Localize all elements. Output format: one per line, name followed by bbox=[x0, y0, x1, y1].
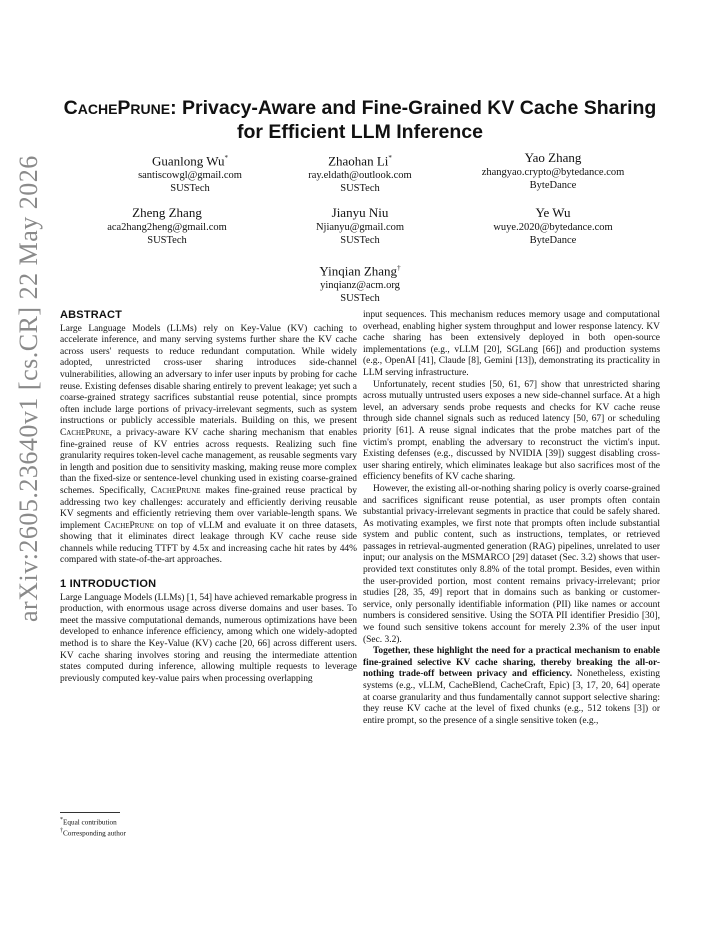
introduction-heading: 1 INTRODUCTION bbox=[60, 578, 157, 591]
title-line-2: for Efficient LLM Inference bbox=[237, 121, 483, 143]
footnote-rule bbox=[60, 812, 120, 813]
body-paragraph: input sequences. This mechanism reduces memory usage and computational overhead, enabling higher system throughput and lower response latency. KV cache sharing has been extensively deployed in both open-source implementations (e.g., vLLM [20], SGLang [66]) and production systems (e.g., OpenAI [41], Claude [8], Gemini [13]), demonstrating its practicality in LLM serving infrastructure. bbox=[363, 310, 660, 378]
arxiv-identifier-stamp: arXiv:2605.23640v1 [cs.CR] 22 May 2026 bbox=[14, 155, 43, 622]
abstract-heading: ABSTRACT bbox=[60, 309, 123, 321]
author-affiliation: SUSTech bbox=[340, 235, 380, 246]
author-email: zhangyao.crypto@bytedance.com bbox=[481, 167, 625, 178]
author-mark: * bbox=[388, 154, 392, 162]
footnote-equal-contribution: *Equal contribution bbox=[60, 817, 117, 827]
author-name: Zheng Zhang bbox=[132, 205, 202, 220]
title-line-1: : Privacy-Aware and Fine-Grained KV Cache Sharing bbox=[170, 97, 657, 119]
author-block bbox=[260, 205, 460, 247]
author-mark: † bbox=[397, 264, 401, 272]
author-email: Njianyu@gmail.com bbox=[315, 222, 405, 233]
author-email: aca2hang2heng@gmail.com bbox=[107, 222, 227, 233]
body-paragraph: However, the existing all-or-nothing sharing policy is overly coarse-grained and sacrifices significant reuse potential, as user prompts often contain substantial privacy-irrelevant segments in practice that could be safely shared. As motivating examples, we first note that prompts often include substantial system and public content, such as instructions, templates, or retrieved passages in retrieval-augmented generation (RAG) pipelines, unrelated to user input; our analysis on the MSMARCO [29] dataset (Sec. 3.2) shows that user-provided text constitutes only 8.8% of the total prompt. Besides, even within the user-provided portion, most content remains privacy-irrelevant; prior studies [28, 35, 49] report that in domains such as banking or customer-service, only personally identifiable information (PII) like names or account numbers is considered sensitive. Using the SOTA PII identifier Presidio [30], we found such sensitive tokens account for merely 2.3% of the user input (Sec. 3.2). bbox=[363, 483, 660, 645]
author-block bbox=[260, 150, 460, 195]
body-paragraph: Unfortunately, recent studies [50, 61, 67] show that unrestricted sharing across mutually untrusted users exposes a new side-channel surface. At a high level, an adversary sends probe requests and checks for KV cache reuse through side channel signals such as reduced latency [50, 67] or scheduling priority [61]. A reuse signal indicates that the probe matches part of the victim's prompt, enabling the adversary to reconstruct the victim's input. Existing defenses (e.g., discussed by NVIDIA [39]) suggest disabling cross-user sharing entirely, which eliminates leakage but also sacrifices most of the efficiency benefits of KV cache sharing. bbox=[363, 379, 660, 483]
author-name: Yinqian Zhang bbox=[319, 263, 398, 279]
left-column bbox=[60, 310, 357, 685]
author-name: Ye Wu bbox=[535, 205, 571, 220]
author-affiliation: ByteDance bbox=[529, 235, 577, 246]
author-email: santiscowgl@gmail.com bbox=[138, 170, 242, 182]
author-name: Guanlong Wu bbox=[151, 153, 225, 169]
author-email: wuye.2020@bytedance.com bbox=[493, 222, 613, 233]
author-name: Zhaohan Li bbox=[328, 153, 389, 169]
author-name: Yao Zhang bbox=[524, 150, 582, 165]
system-name: CachePrune bbox=[63, 97, 171, 119]
author-block bbox=[453, 150, 653, 192]
author-affiliation: SUSTech bbox=[170, 183, 210, 195]
introduction-paragraph: Large Language Models (LLMs) [1, 54] have achieved remarkable progress in production, with enormous usage across diverse domains and user bases. To meet the massive computational demands, numerous optimizations have been developed to enhance inference efficiency, among which one widely-adopted method is to share the Key-Value (KV) cache [20, 66] across different users. KV cache sharing involves storing and reusing the intermediate attention states computed during inference, allowing multiple requests to leverage previously computed key-value pairs when processing overlapping bbox=[60, 592, 357, 684]
author-affiliation: ByteDance bbox=[529, 180, 577, 191]
author-affiliation: SUSTech bbox=[340, 183, 380, 195]
author-affiliation: SUSTech bbox=[340, 293, 380, 305]
right-column bbox=[363, 310, 660, 727]
author-email: ray.eldath@outlook.com bbox=[308, 170, 412, 182]
abstract-paragraph: Large Language Models (LLMs) rely on Key-Value (KV) caching to accelerate inference, and many serving systems further share the KV cache across users' requests to reduce redundant computation. While widely adopted, unrestricted cross-user sharing introduces side-channel vulnerabilities, allowing an adversary to infer user inputs by probing for cache reuse. Existing defenses disable sharing entirely to prevent leakage; yet such a coarse-grained strategy sacrifices substantial reuse potential, since prompts often include large portions of privacy-irrelevant segments, such as system instructions or publicly accessible materials. Building on this, we present CachePrune, a privacy-aware KV cache sharing mechanism that enables fine-grained reuse of KV entries across requests. Realizing such fine granularity requires token-level cache management, as reusable segments vary in length and position due to sensitivity masking, making reuse more complex than the fixed-size or sentence-level chunking used in existing coarse-grained schemes. Specifically, CachePrune makes fine-grained reuse practical by addressing two key challenges: accurately and efficiently deriving reusable KV segments and efficiently retrieving them over variable-length spans. We implement CachePrune on top of vLLM and evaluate it on three datasets, showing that it eliminates direct leakage through KV cache reuse side channels while reducing TTFT by 4.5x and increasing cache hit rates by 44% compared with state-of-the-art approaches. bbox=[60, 323, 357, 566]
footnote-corresponding-author: †Corresponding author bbox=[60, 828, 126, 838]
body-paragraph: Together, these highlight the need for a practical mechanism to enable fine-grained selective KV cache sharing, thereby breaking the all-or-nothing trade-off between privacy and efficiency. Nonetheless, existing systems (e.g., vLLM, CacheBlend, CacheCraft, Epic) [3, 17, 20, 64] operate at coarse granularity and thus fundamentally cannot support selective sharing: they reuse KV cache at the level of fixed chunks (e.g., 512 tokens [3]) or entire prompt, so the presence of a single sensitive token (e.g., bbox=[363, 646, 660, 726]
author-block bbox=[67, 205, 267, 247]
footnotes bbox=[60, 812, 357, 839]
author-block bbox=[260, 260, 460, 305]
author-block bbox=[453, 205, 653, 247]
author-email: yinqianz@acm.org bbox=[320, 280, 400, 292]
author-name: Jianyu Niu bbox=[331, 205, 389, 220]
author-mark: * bbox=[224, 154, 229, 162]
author-affiliation: SUSTech bbox=[147, 235, 187, 246]
paper-title bbox=[60, 96, 660, 144]
